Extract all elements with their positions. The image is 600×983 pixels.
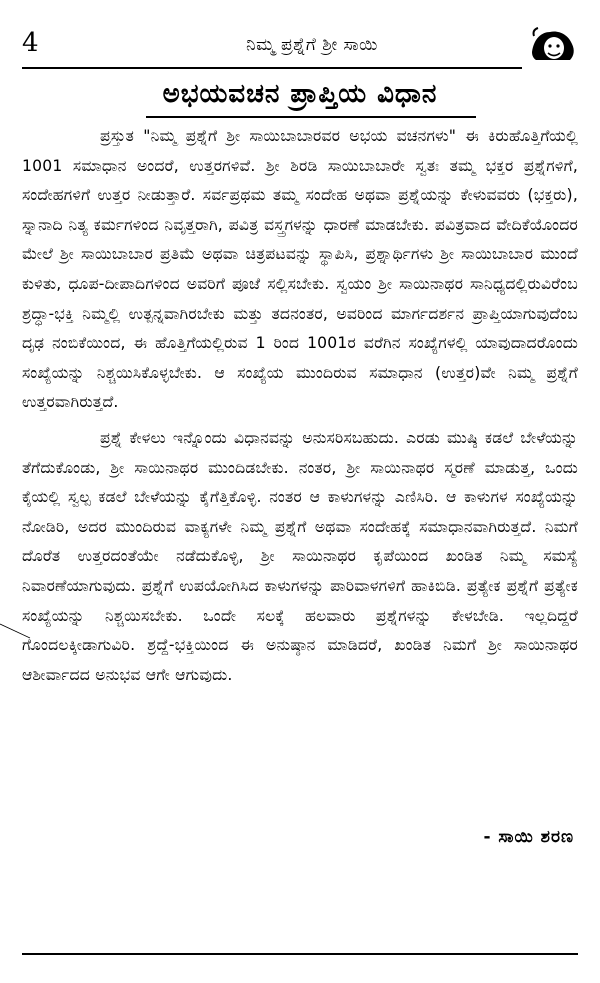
- page-number: 4: [22, 28, 39, 58]
- running-title: ನಿಮ್ಮ ಪ್ರಶ್ನೆಗೆ ಶ್ರೀ ಸಾಯಿ: [246, 35, 378, 55]
- page-header: [22, 22, 578, 68]
- body-text: [22, 122, 578, 690]
- title-underline: [146, 116, 476, 118]
- paragraph-method-two: ಪ್ರಶ್ನೆ ಕೇಳಲು ಇನ್ನೊಂದು ವಿಧಾನವನ್ನು ಅನುಸರಿಸಬಹುದು. ಎರಡು ಮುಷ್ಠಿ ಕಡಲೆ ಬೇಳೆಯನ್ನು ತೆಗೆದುಕೊಂಡು, ಶ್ರೀ ಸಾಯಿನಾಥರ ಮುಂದಿಡಬೇಕು. ನಂತರ, ಶ್ರೀ ಸಾಯಿನಾಥರ ಸ್ಮರಣೆ ಮಾಡುತ್ತ, ಒಂದು ಕೈಯಲ್ಲಿ ಸ್ವಲ್ಪ ಕಡಲೆ ಬೇಳೆಯನ್ನು ಕೈಗೆತ್ತಿಕೊಳ್ಳಿ. ನಂತರ ಆ ಕಾಳುಗಳನ್ನು ಎಣಿಸಿರಿ. ಆ ಕಾಳುಗಳ ಸಂಖ್ಯೆಯನ್ನು ನೋಡಿರಿ, ಅದರ ಮುಂದಿರುವ ವಾಕ್ಯಗಳೇ ನಿಮ್ಮ ಪ್ರಶ್ನೆಗೆ ಅಥವಾ ಸಂದೇಹಕ್ಕೆ ಸಮಾಧಾನವಾಗಿರುತ್ತದೆ. ನಿಮಗೆ ದೊರೆತ ಉತ್ತರದಂತೆಯೇ ನಡೆದುಕೊಳ್ಳಿ, ಶ್ರೀ ಸಾಯಿನಾಥರ ಕೃಪೆಯಿಂದ ಖಂಡಿತ ನಿಮ್ಮ ಸಮಸ್ಯೆ ನಿವಾರಣೆಯಾಗುವುದು. ಪ್ರಶ್ನೆಗೆ ಉಪಯೋಗಿಸಿದ ಕಾಳುಗಳನ್ನು ಪಾರಿವಾಳಗಳಿಗೆ ಹಾಕಿಬಿಡಿ. ಪ್ರತ್ಯೇಕ ಪ್ರಶ್ನೆಗೆ ಪ್ರತ್ಯೇಕ ಸಂಖ್ಯೆಯನ್ನು ನಿಶ್ಚಯಿಸಬೇಕು. ಒಂದೇ ಸಲಕ್ಕೆ ಹಲವಾರು ಪ್ರಶ್ನೆಗಳನ್ನು ಕೇಳಬೇಡಿ. ಇಲ್ಲದಿದ್ದರೆ ಗೊಂದಲಕ್ಕೀಡಾಗುವಿರಿ. ಶ್ರದ್ದೆ-ಭಕ್ತಿಯಿಂದ ಈ ಅನುಷ್ಠಾನ ಮಾಡಿದರೆ, ಖಂಡಿತ ನಿಮಗೆ ಶ್ರೀ ಸಾಯಿನಾಥರ ಆಶೀರ್ವಾದದ ಅನುಭವ ಆಗೇ ಆಗುವುದು.: [22, 428, 578, 684]
- footer-rule: [22, 953, 578, 955]
- author-signature: - ಸಾಯಿ ಶರಣ: [483, 827, 574, 847]
- sai-baba-portrait-emblem-icon: [528, 22, 578, 68]
- section-title: ಅಭಯವಚನ ಪ್ರಾಪ್ತಿಯ ವಿಧಾನ: [162, 79, 438, 109]
- margin-pen-mark-icon: [0, 620, 40, 660]
- paragraph-method-one: ಪ್ರಸ್ತುತ "ನಿಮ್ಮ ಪ್ರಶ್ನೆಗೆ ಶ್ರೀ ಸಾಯಿಬಾಬಾರವರ ಅಭಯ ವಚನಗಳು" ಈ ಕಿರುಹೊತ್ತಿಗೆಯಲ್ಲಿ 1001 ಸಮಾಧಾನ ಅಂದರೆ, ಉತ್ತರಗಳಿವೆ. ಶ್ರೀ ಶಿರಡಿ ಸಾಯಿಬಾಬಾರೇ ಸ್ವತಃ ತಮ್ಮ ಭಕ್ತರ ಪ್ರಶ್ನೆಗಳಿಗೆ, ಸಂದೇಹಗಳಿಗೆ ಉತ್ತರ ನೀಡುತ್ತಾರೆ. ಸರ್ವಪ್ರಥಮ ತಮ್ಮ ಸಂದೇಹ ಅಥವಾ ಪ್ರಶ್ನೆಯನ್ನು ಕೇಳುವವರು (ಭಕ್ತರು), ಸ್ನಾನಾದಿ ನಿತ್ಯ ಕರ್ಮಗಳಿಂದ ನಿವೃತ್ತರಾಗಿ, ಪವಿತ್ರ ವಸ್ತ್ರಗಳನ್ನು ಧಾರಣೆ ಮಾಡಬೇಕು. ಪವಿತ್ರವಾದ ವೇದಿಕೆಯೊಂದರ ಮೇಲೆ ಶ್ರೀ ಸಾಯಿಬಾಬಾರ ಪ್ರತಿಮೆ ಅಥವಾ ಚಿತ್ರಪಟವನ್ನು ಸ್ಥಾಪಿಸಿ, ಪ್ರಶ್ನಾರ್ಥಿಗಳು ಶ್ರೀ ಸಾಯಿಬಾಬಾರ ಮುಂದೆ ಕುಳಿತು, ಧೂಪ-ದೀಪಾದಿಗಳಿಂದ ಅವರಿಗೆ ಪೂಜೆ ಸಲ್ಲಿಸಬೇಕು. ಸ್ವಯಂ ಶ್ರೀ ಸಾಯಿನಾಥರ ಸಾನಿಧ್ಯದಲ್ಲಿರುವಿರೆಂಬ ಶ್ರದ್ಧಾ-ಭಕ್ತಿ ನಿಮ್ಮಲ್ಲಿ ಉತ್ಪನ್ನವಾಗಿರಬೇಕು ಮತ್ತು ತದನಂತರ, ಅವರಿಂದ ಮಾರ್ಗದರ್ಶನ ಪ್ರಾಪ್ತಿಯಾಗುವುದೆಂಬ ದೃಢ ನಂಬಿಕೆಯಿಂದ, ಈ ಹೊತ್ತಿಗೆಯಲ್ಲಿರುವ 1 ರಿಂದ 1001ರ ವರೆಗಿನ ಸಂಖ್ಯೆಗಳಲ್ಲಿ ಯಾವುದಾದರೊಂದು ಸಂಖ್ಯೆಯನ್ನು ನಿಶ್ಚಯಿಸಿಕೊಳ್ಳಬೇಕು. ಆ ಸಂಖ್ಯೆಯ ಮುಂದಿರುವ ಸಮಾಧಾನ (ಉತ್ತರ)ವೇ ನಿಮ್ಮ ಪ್ರಶ್ನೆಗೆ ಉತ್ತರವಾಗಿರುತ್ತದೆ.: [22, 127, 578, 412]
- header-rule: [22, 67, 522, 69]
